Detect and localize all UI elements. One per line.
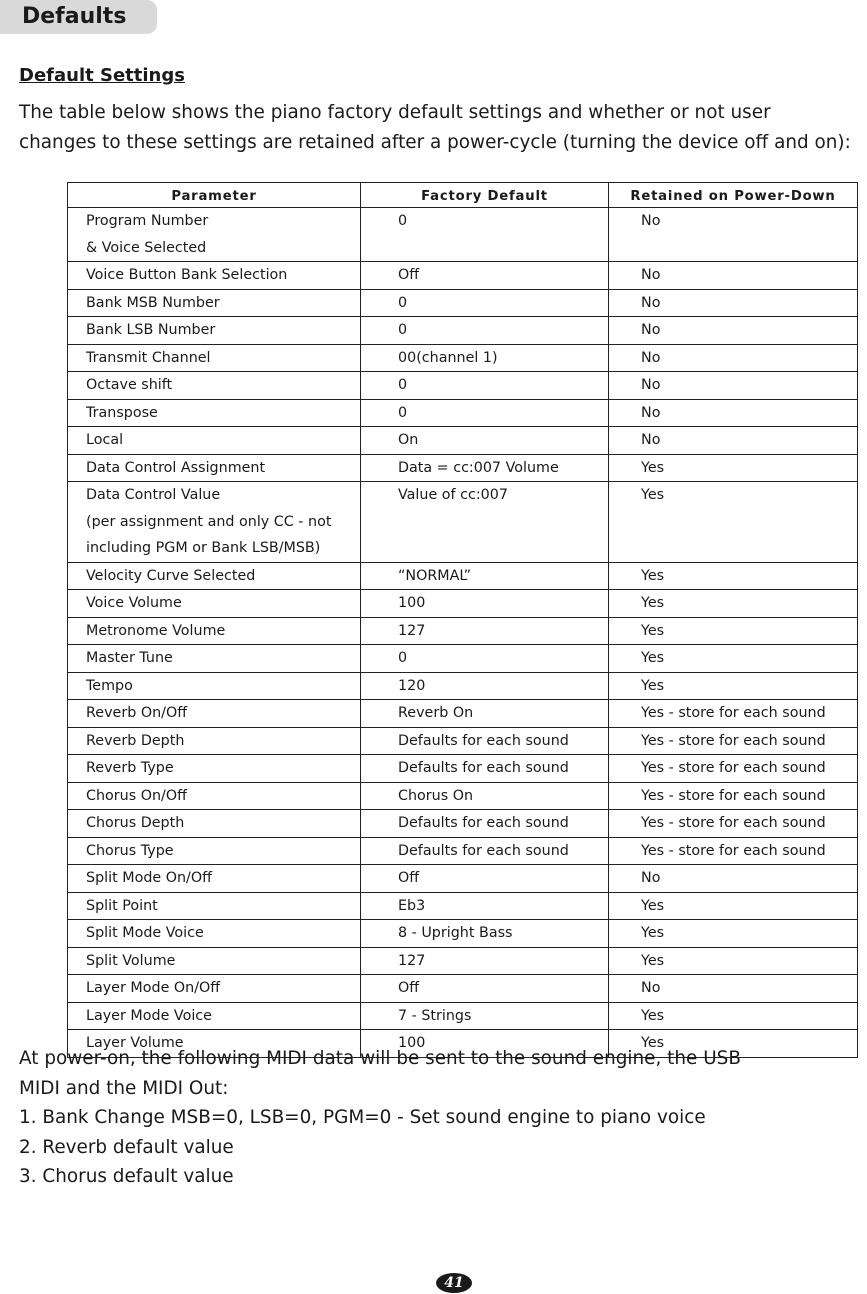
retained-cell (609, 947, 858, 975)
retained-cell-text: Yes (641, 487, 665, 503)
parameter-cell-text: Data Control Value (86, 487, 221, 503)
parameter-cell-text: Master Tune (86, 650, 173, 666)
factory-default-cell-text: Off (398, 980, 420, 996)
parameter-cell (68, 289, 361, 317)
parameter-cell (68, 810, 361, 838)
table-row (68, 399, 858, 427)
parameter-cell-text: & Voice Selected (86, 239, 207, 256)
parameter-cell (68, 865, 361, 893)
parameter-cell-text: Split Point (86, 897, 158, 914)
factory-default-cell (361, 920, 609, 948)
parameter-cell (68, 399, 361, 427)
parameter-cell (68, 617, 361, 645)
retained-cell (609, 590, 858, 618)
factory-default-cell-text: 127 (398, 952, 426, 969)
parameter-cell (68, 208, 361, 262)
parameter-cell-text: Split Volume (86, 952, 176, 969)
factory-default-cell-text: 8 - Upright Bass (398, 925, 513, 941)
retained-cell (609, 372, 858, 400)
factory-default-cell-text: 0 (398, 650, 408, 666)
table-row (68, 344, 858, 372)
factory-default-cell (361, 672, 609, 700)
factory-default-cell (361, 317, 609, 345)
factory-default-cell (361, 700, 609, 728)
retained-cell-text: Yes (641, 1035, 665, 1051)
parameter-cell-text: Transpose (86, 404, 158, 421)
parameter-cell-text: Chorus Type (86, 842, 174, 859)
table-row (68, 262, 858, 290)
table-row (68, 892, 858, 920)
factory-default-cell (361, 645, 609, 673)
factory-default-cell-text: 127 (398, 622, 426, 639)
retained-cell-text: No (641, 267, 661, 283)
parameter-cell-text: Velocity Curve Selected (86, 567, 256, 584)
parameter-cell (68, 700, 361, 728)
retained-cell-text: No (641, 349, 661, 366)
page-number-badge: 41 (436, 1273, 472, 1293)
factory-default-cell (361, 482, 609, 563)
footer-line: 3. Chorus default value (19, 1166, 234, 1188)
table-row (68, 372, 858, 400)
table-row (68, 920, 858, 948)
retained-cell (609, 727, 858, 755)
parameter-cell-text: Program Number (86, 213, 209, 229)
factory-default-cell-text: 0 (398, 322, 408, 338)
factory-default-cell (361, 892, 609, 920)
factory-default-cell-text: 00(channel 1) (398, 349, 498, 366)
table-row (68, 782, 858, 810)
table-row (68, 317, 858, 345)
retained-cell-text: No (641, 432, 661, 448)
factory-default-cell (361, 617, 609, 645)
retained-cell-text: Yes (641, 650, 665, 666)
retained-cell (609, 920, 858, 948)
retained-cell-text: No (641, 213, 661, 229)
parameter-cell (68, 727, 361, 755)
retained-cell (609, 399, 858, 427)
retained-cell (609, 810, 858, 838)
table-row (68, 810, 858, 838)
factory-default-cell (361, 344, 609, 372)
table-row (68, 289, 858, 317)
retained-cell-text: No (641, 294, 661, 311)
column-header-parameter: Parameter (68, 183, 361, 208)
parameter-cell (68, 562, 361, 590)
parameter-cell (68, 645, 361, 673)
parameter-cell-text: Tempo (86, 677, 133, 694)
parameter-cell-text: Bank LSB Number (86, 322, 216, 338)
retained-cell (609, 837, 858, 865)
retained-cell (609, 645, 858, 673)
factory-default-cell-text: Data = cc:007 Volume (398, 459, 559, 476)
retained-cell-text: Yes (641, 595, 665, 611)
column-header-retained: Retained on Power-Down (609, 183, 858, 208)
factory-default-cell (361, 590, 609, 618)
factory-default-cell-text: 0 (398, 213, 408, 229)
factory-default-cell-text: 100 (398, 1035, 426, 1051)
table-body (68, 208, 858, 1058)
parameter-cell-text: Chorus Depth (86, 815, 185, 831)
factory-default-cell (361, 865, 609, 893)
factory-default-cell (361, 262, 609, 290)
factory-default-cell-text: Chorus On (398, 787, 474, 804)
parameter-cell-text: Layer Volume (86, 1035, 184, 1051)
factory-default-cell-text: Value of cc:007 (398, 487, 508, 503)
table-row (68, 672, 858, 700)
page-header-tab: Defaults (0, 0, 157, 34)
factory-default-cell (361, 975, 609, 1003)
table-row (68, 427, 858, 455)
parameter-cell-text: Split Mode Voice (86, 925, 204, 941)
parameter-cell (68, 372, 361, 400)
factory-default-cell-text: Defaults for each sound (398, 815, 569, 831)
retained-cell (609, 454, 858, 482)
retained-cell (609, 617, 858, 645)
retained-cell (609, 1002, 858, 1030)
retained-cell-text: Yes (641, 952, 665, 969)
parameter-cell (68, 344, 361, 372)
retained-cell (609, 262, 858, 290)
factory-default-cell-text: 120 (398, 677, 426, 694)
retained-cell-text: Yes (641, 1007, 665, 1024)
factory-default-cell (361, 399, 609, 427)
table-row (68, 454, 858, 482)
parameter-cell (68, 947, 361, 975)
retained-cell-text: Yes (641, 567, 665, 584)
retained-cell-text: No (641, 980, 661, 996)
parameter-cell-text: Reverb Type (86, 760, 174, 776)
retained-cell (609, 427, 858, 455)
parameter-cell (68, 755, 361, 783)
parameter-cell (68, 837, 361, 865)
factory-default-cell-text: Eb3 (398, 897, 426, 914)
factory-default-cell-text: Defaults for each sound (398, 760, 569, 776)
retained-cell-text: Yes - store for each sound (641, 815, 826, 831)
parameter-cell (68, 482, 361, 563)
parameter-cell (68, 454, 361, 482)
parameter-cell-text: Bank MSB Number (86, 294, 220, 311)
parameter-cell (68, 262, 361, 290)
factory-default-cell (361, 947, 609, 975)
retained-cell (609, 208, 858, 262)
factory-default-cell-text: Defaults for each sound (398, 842, 569, 859)
retained-cell-text: Yes (641, 897, 665, 914)
footer-line: MIDI and the MIDI Out: (19, 1077, 229, 1099)
parameter-cell-text: Reverb On/Off (86, 705, 188, 721)
retained-cell (609, 672, 858, 700)
footer-line: At power-on, the following MIDI data will be sent to the sound engine, the USB (19, 1048, 741, 1069)
retained-cell-text: Yes - store for each sound (641, 705, 826, 721)
retained-cell-text: Yes (641, 459, 665, 476)
retained-cell (609, 975, 858, 1003)
retained-cell (609, 317, 858, 345)
parameter-cell (68, 782, 361, 810)
table-row (68, 617, 858, 645)
table-row (68, 975, 858, 1003)
factory-default-cell-text: Off (398, 267, 420, 283)
retained-cell (609, 289, 858, 317)
retained-cell-text: Yes (641, 677, 665, 694)
retained-cell-text: No (641, 377, 661, 393)
factory-default-cell (361, 289, 609, 317)
retained-cell-text: No (641, 322, 661, 338)
factory-default-cell (361, 755, 609, 783)
parameter-cell (68, 975, 361, 1003)
parameter-cell (68, 672, 361, 700)
retained-cell-text: No (641, 404, 661, 421)
retained-cell-text: Yes (641, 622, 665, 639)
table-row (68, 947, 858, 975)
parameter-cell-text: Local (86, 432, 124, 448)
retained-cell-text: Yes (641, 925, 665, 941)
factory-default-cell-text: 0 (398, 377, 408, 393)
parameter-cell (68, 892, 361, 920)
parameter-cell (68, 427, 361, 455)
retained-cell-text: Yes - store for each sound (641, 787, 826, 804)
factory-default-cell-text: “NORMAL” (398, 567, 472, 584)
parameter-cell-text: Voice Volume (86, 595, 182, 611)
retained-cell (609, 562, 858, 590)
parameter-cell-text: Split Mode On/Off (86, 870, 212, 886)
parameter-cell-text: Octave shift (86, 377, 173, 393)
section-title: Default Settings (19, 65, 185, 86)
parameter-cell-text: Metronome Volume (86, 622, 226, 639)
factory-default-cell (361, 810, 609, 838)
factory-default-cell (361, 372, 609, 400)
factory-default-cell-text: Reverb On (398, 705, 474, 721)
footer-line: 1. Bank Change MSB=0, LSB=0, PGM=0 - Set sound engine to piano voice (19, 1107, 706, 1129)
intro-line: The table below shows the piano factory default settings and whether or not user (19, 102, 771, 123)
table-row (68, 208, 858, 262)
intro-paragraph (19, 98, 867, 158)
factory-default-cell-text: 0 (398, 404, 408, 421)
table-row (68, 645, 858, 673)
retained-cell-text: Yes - store for each sound (641, 732, 826, 749)
factory-default-cell-text: 100 (398, 595, 426, 611)
table-row (68, 700, 858, 728)
factory-default-cell (361, 208, 609, 262)
parameter-cell-text: Layer Mode Voice (86, 1007, 212, 1024)
parameter-cell (68, 317, 361, 345)
factory-default-cell-text: 7 - Strings (398, 1007, 472, 1024)
parameter-cell-text: Voice Button Bank Selection (86, 267, 288, 283)
factory-default-cell (361, 837, 609, 865)
parameter-cell-text: Layer Mode On/Off (86, 980, 221, 996)
factory-default-cell (361, 727, 609, 755)
factory-default-cell (361, 782, 609, 810)
table-row (68, 1002, 858, 1030)
factory-default-cell-text: Defaults for each sound (398, 732, 569, 749)
table-row (68, 482, 858, 563)
power-on-notes (19, 1044, 859, 1192)
factory-default-cell (361, 454, 609, 482)
retained-cell (609, 865, 858, 893)
retained-cell (609, 782, 858, 810)
retained-cell (609, 892, 858, 920)
retained-cell (609, 482, 858, 563)
factory-default-cell-text: 0 (398, 294, 408, 311)
parameter-cell (68, 1002, 361, 1030)
retained-cell-text: Yes - store for each sound (641, 842, 826, 859)
retained-cell (609, 344, 858, 372)
retained-cell (609, 700, 858, 728)
factory-default-cell-text: On (398, 432, 419, 448)
parameter-cell-text: including PGM or Bank LSB/MSB) (86, 540, 321, 556)
parameter-cell (68, 920, 361, 948)
table-row (68, 727, 858, 755)
factory-default-cell-text: Off (398, 870, 420, 886)
table-header-row (68, 183, 858, 208)
parameter-cell-text: Data Control Assignment (86, 459, 266, 476)
factory-default-cell (361, 427, 609, 455)
retained-cell-text: No (641, 870, 661, 886)
table-row (68, 755, 858, 783)
factory-default-cell (361, 1002, 609, 1030)
factory-default-cell (361, 562, 609, 590)
table-row (68, 837, 858, 865)
default-settings-table (67, 182, 858, 1058)
intro-line: changes to these settings are retained after a power-cycle (turning the device off and on): (19, 132, 851, 153)
parameter-cell-text: Reverb Depth (86, 732, 185, 749)
column-header-factory-default: Factory Default (361, 183, 609, 208)
parameter-cell-text: (per assignment and only CC - not (86, 513, 332, 530)
parameter-cell-text: Transmit Channel (86, 349, 211, 366)
table-row (68, 562, 858, 590)
parameter-cell-text: Chorus On/Off (86, 787, 187, 804)
footer-line: 2. Reverb default value (19, 1136, 234, 1158)
retained-cell (609, 755, 858, 783)
table-row (68, 590, 858, 618)
table-row (68, 865, 858, 893)
retained-cell-text: Yes - store for each sound (641, 760, 826, 776)
parameter-cell (68, 590, 361, 618)
